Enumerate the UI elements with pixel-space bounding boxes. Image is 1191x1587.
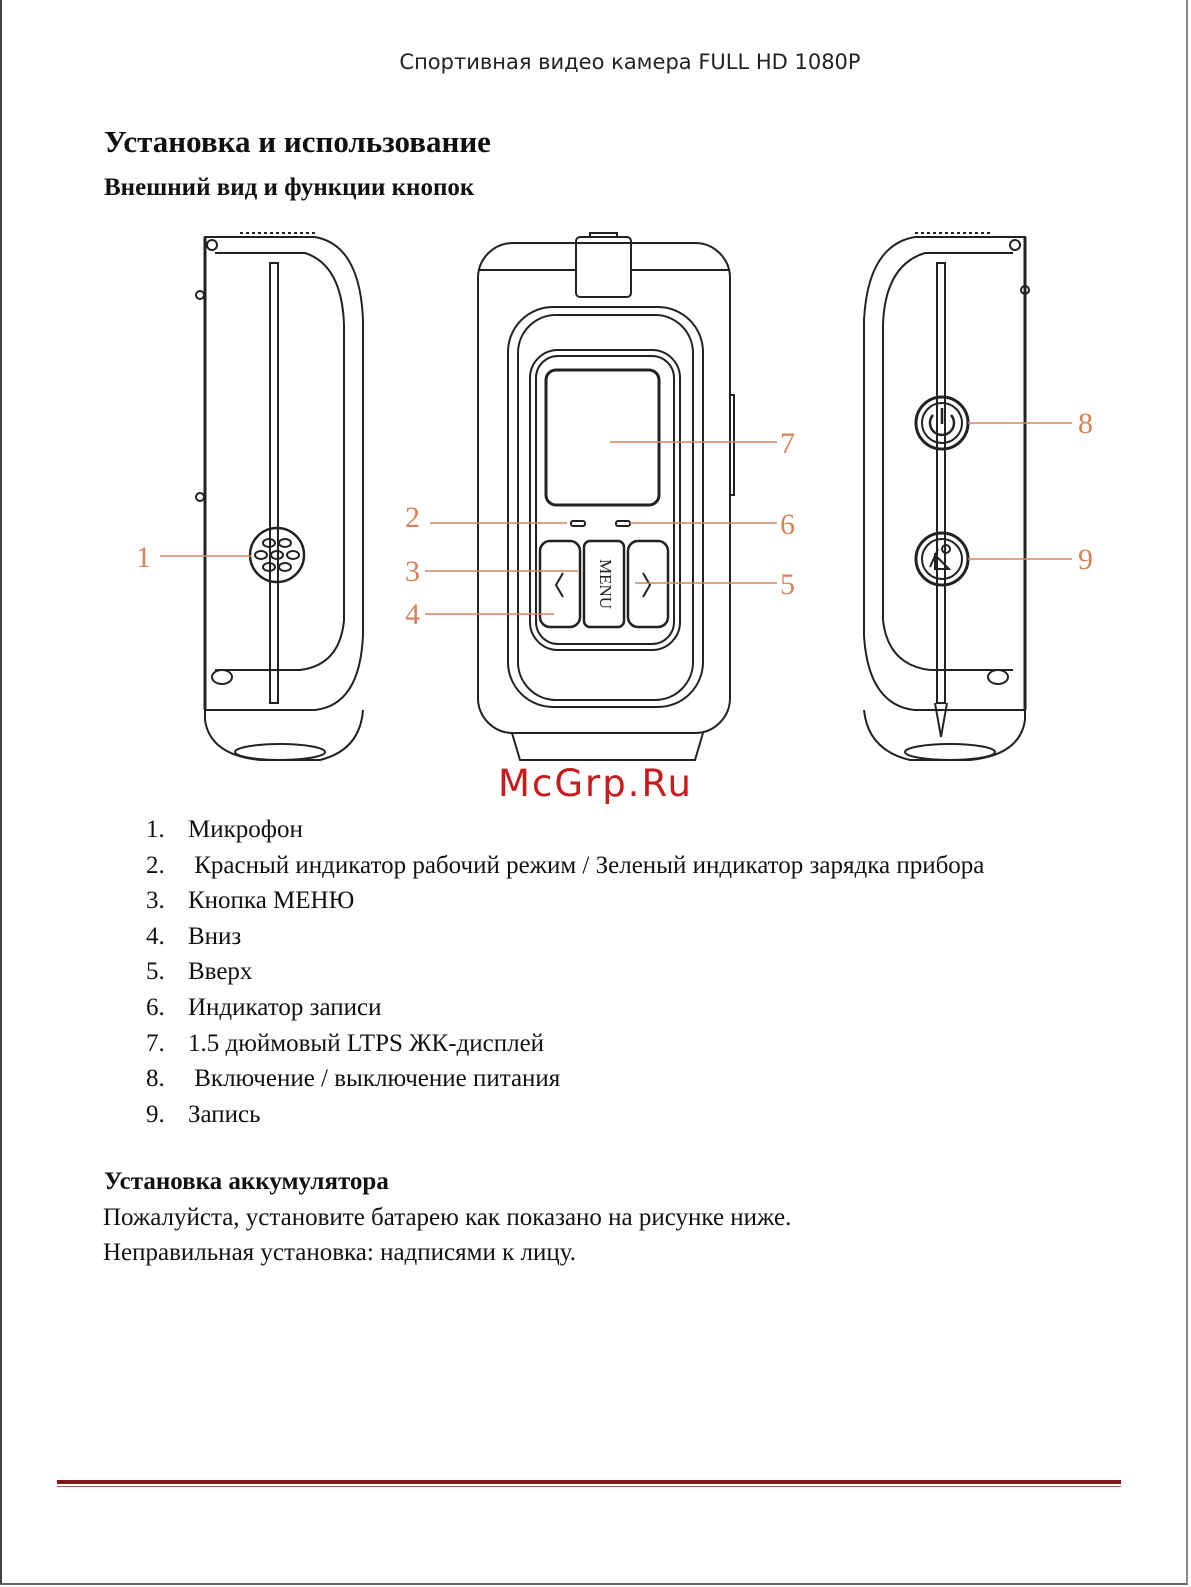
power-button-icon (916, 397, 968, 449)
camera-front-view (478, 233, 734, 760)
camera-right-side-view (864, 233, 1029, 760)
callout-9: 9 (1078, 543, 1093, 576)
callout-6: 6 (780, 508, 795, 541)
page-title: Установка и использование (104, 124, 491, 159)
callout-4: 4 (405, 598, 420, 631)
footer-rule (57, 1480, 1121, 1484)
up-button (628, 541, 668, 627)
lcd-screen (546, 370, 659, 505)
callout-1: 1 (136, 541, 151, 574)
battery-paragraph-2: Неправильная установка: надписями к лицу. (103, 1239, 576, 1266)
legend-item: 2. Красный индикатор рабочий режим / Зеленый индикатор зарядка прибора (146, 851, 985, 879)
legend-item: 3. Кнопка МЕНЮ (146, 887, 355, 915)
battery-paragraph-1: Пожалуйста, установите батарею как показано на рисунке ниже. (103, 1204, 792, 1231)
callout-3: 3 (405, 555, 420, 588)
legend-item: 4. Вниз (146, 922, 242, 950)
running-header: Спортивная видео камера FULL HD 1080P (399, 50, 861, 74)
legend-item: 1. Микрофон (146, 816, 303, 843)
legend-item: 6. Индикатор записи (146, 993, 382, 1021)
record-button-icon (916, 533, 968, 585)
callout-7: 7 (780, 427, 795, 460)
camera-left-side-view (196, 233, 363, 760)
callout-2: 2 (405, 501, 420, 534)
legend-item: 9. Запись (146, 1100, 261, 1128)
camera-diagram (120, 225, 1110, 780)
footer-rule-thin (57, 1486, 1121, 1487)
legend-item: 5. Вверх (146, 958, 253, 986)
legend-item: 7. 1.5 дюймовый LTPS ЖК-дисплей (146, 1029, 545, 1057)
camera-figure (120, 225, 1110, 780)
callout-8: 8 (1078, 407, 1093, 440)
watermark: McGrp.Ru (498, 762, 693, 805)
battery-heading: Установка аккумулятора (104, 1168, 389, 1195)
callout-5: 5 (780, 568, 795, 601)
legend-item: 8. Включение / выключение питания (146, 1065, 561, 1093)
section-subtitle: Внешний вид и функции кнопок (104, 174, 475, 201)
menu-label: MENU (596, 558, 616, 610)
legend-list (146, 814, 984, 1134)
